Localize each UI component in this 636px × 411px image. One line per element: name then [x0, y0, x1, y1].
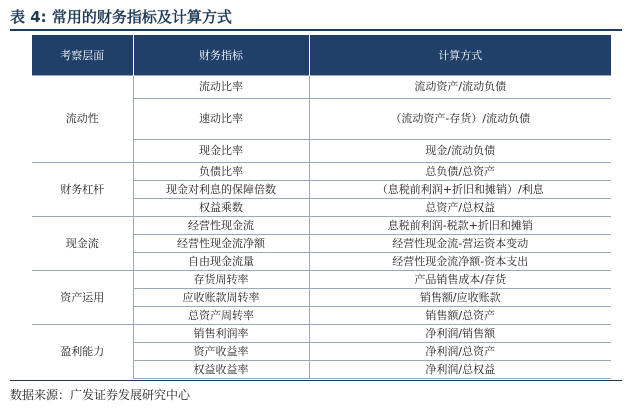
formula-cell: 经营性现金流净额-资本支出 — [309, 253, 611, 271]
table-row — [32, 217, 611, 235]
category-cell: 流动性 — [32, 76, 133, 163]
formula-cell: 总负债/总资产 — [309, 163, 611, 181]
category-cell: 盈利能力 — [32, 325, 133, 379]
title-divider — [10, 29, 622, 31]
header-formula: 计算方式 — [309, 35, 611, 76]
formula-cell: 现金/流动负债 — [309, 140, 611, 163]
formula-cell: 销售额/总资产 — [309, 307, 611, 325]
metric-cell: 经营性现金流净额 — [133, 235, 309, 253]
table-title: 表 4: 常用的财务指标及计算方式 — [10, 8, 232, 26]
footer-divider — [10, 380, 622, 381]
metric-cell: 权益收益率 — [133, 361, 309, 379]
formula-cell: 销售额/应收账款 — [309, 289, 611, 307]
formula-cell: 净利润/总资产 — [309, 343, 611, 361]
formula-cell: 总资产/总权益 — [309, 199, 611, 217]
category-cell: 现金流 — [32, 217, 133, 271]
formula-cell: （流动资产-存货）/流动负债 — [309, 99, 611, 140]
metric-cell: 现金对利息的保障倍数 — [133, 181, 309, 199]
formula-cell: （息税前利润+折旧和摊销）/利息 — [309, 181, 611, 199]
formula-cell: 产品销售成本/存货 — [309, 271, 611, 289]
source-note: 数据来源：广发证券发展研究中心 — [10, 388, 191, 402]
formula-cell: 经营性现金流-营运资本变动 — [309, 235, 611, 253]
table-row — [32, 76, 611, 99]
metric-cell: 权益乘数 — [133, 199, 309, 217]
financial-metrics-table — [32, 35, 611, 379]
formula-cell: 流动资产/流动负债 — [309, 76, 611, 99]
formula-cell: 息税前利润-税款+折旧和摊销 — [309, 217, 611, 235]
formula-cell: 净利润/总权益 — [309, 361, 611, 379]
metric-cell: 应收账款周转率 — [133, 289, 309, 307]
metric-cell: 自由现金流量 — [133, 253, 309, 271]
metric-cell: 存货周转率 — [133, 271, 309, 289]
table-row — [32, 271, 611, 289]
header-category: 考察层面 — [32, 35, 133, 76]
header-metric: 财务指标 — [133, 35, 309, 76]
metric-cell: 经营性现金流 — [133, 217, 309, 235]
table-row — [32, 325, 611, 343]
metric-cell: 现金比率 — [133, 140, 309, 163]
header-row — [32, 35, 611, 76]
metric-cell: 资产收益率 — [133, 343, 309, 361]
category-cell: 财务杠杆 — [32, 163, 133, 217]
metric-cell: 总资产周转率 — [133, 307, 309, 325]
metric-cell: 负债比率 — [133, 163, 309, 181]
table-row — [32, 163, 611, 181]
category-cell: 资产运用 — [32, 271, 133, 325]
metric-cell: 速动比率 — [133, 99, 309, 140]
metric-cell: 流动比率 — [133, 76, 309, 99]
formula-cell: 净利润/销售额 — [309, 325, 611, 343]
metric-cell: 销售利润率 — [133, 325, 309, 343]
